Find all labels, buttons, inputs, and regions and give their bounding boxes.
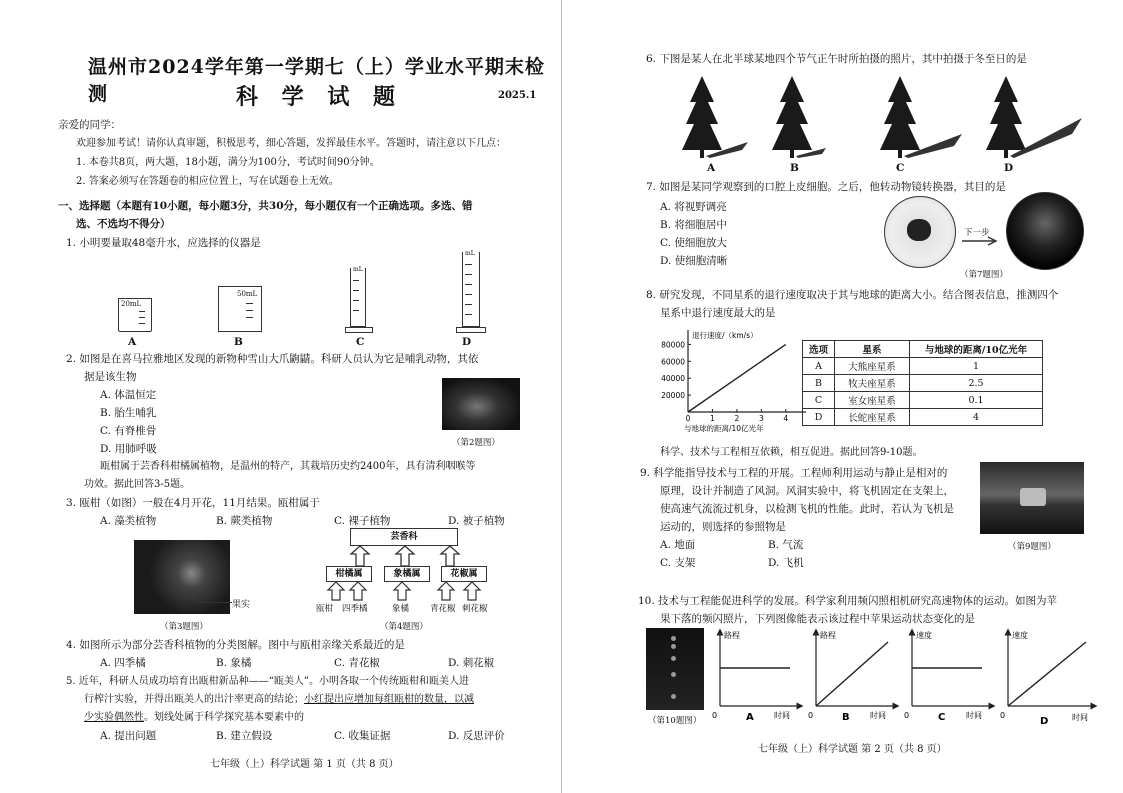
q6-option-c: C xyxy=(896,162,905,174)
question-8: 8. 研究发现，不同星系的退行速度取决于其与地球的距离大小。结合图表信息，推测四个 xyxy=(646,289,1059,301)
q5-option-a: A. 提出问题 xyxy=(100,730,157,742)
x-tick-label: 0 xyxy=(685,414,691,423)
option-d-label: D xyxy=(462,336,472,348)
question-10-cont: 果下落的频闪照片，下列图像能表示该过程中苹果运动状态变化的是 xyxy=(660,613,975,625)
species-ougan: 瓯柑 xyxy=(316,604,334,614)
q7-option-b: B. 将细胞居中 xyxy=(660,219,727,231)
question-1: 1. 小明要量取48毫升水，应选择的仪器是 xyxy=(66,237,261,249)
graph-d-ylabel: 速度 xyxy=(1012,631,1028,640)
q5-option-c: C. 收集证据 xyxy=(334,730,391,742)
q9-option-a: A. 地面 xyxy=(660,539,696,551)
graph-a xyxy=(712,630,800,723)
graph-c-letter: C xyxy=(938,712,946,723)
passage-1: 瓯柑属于芸香科柑橘属植物，是温州的特产，其栽培历史约2400年，具有清利咽喉等 xyxy=(100,461,476,472)
x-tick-label: 2 xyxy=(734,414,740,423)
y-axis-label: 退行速度/（km/s） xyxy=(692,331,758,340)
q2-option-b: B. 胎生哺乳 xyxy=(100,407,157,419)
beaker-20ml: 20mL xyxy=(118,298,152,332)
graph-c-origin: 0 xyxy=(904,711,910,720)
question-9: 9. 科学能指导技术与工程的开展。工程师利用运动与静止是相对的 xyxy=(640,467,948,479)
next-step-label: 下一步 xyxy=(964,228,990,238)
wind-tunnel-photo xyxy=(980,462,1084,534)
x-tick-label: 3 xyxy=(758,414,764,423)
q9-option-c: C. 支架 xyxy=(660,557,696,569)
q2-caption: （第2题图） xyxy=(452,438,500,448)
question-7: 7. 如图是某同学观察到的口腔上皮细胞。之后，他转动物镜转换器，其目的是 xyxy=(646,181,1006,193)
q9-option-d: D. 飞机 xyxy=(768,557,804,569)
q4-option-a: A. 四季橘 xyxy=(100,657,146,669)
q2-option-d: D. 用肺呼吸 xyxy=(100,443,157,455)
q5-underlined-text: 小红提出应增加每组瓯柑的数量，以减 xyxy=(304,694,474,705)
tree-b xyxy=(772,76,826,158)
option-b-label: B xyxy=(234,336,243,348)
graph-b-origin: 0 xyxy=(808,711,814,720)
graph-b xyxy=(808,630,896,723)
solar-term-photos xyxy=(662,72,1092,162)
table-row: B 牧夫座星系 2.5 xyxy=(803,375,1043,392)
graph-d xyxy=(1000,630,1094,727)
exam-subtitle: 科 学 试 题 xyxy=(236,84,403,110)
genus-box-xiangju: 象橘属 xyxy=(384,566,430,582)
q9-caption: （第9题图） xyxy=(1008,542,1056,552)
beaker-50ml: 50mL xyxy=(218,286,262,332)
y-tick-label: 60000 xyxy=(661,357,685,367)
fruit-pointer-line xyxy=(196,602,232,603)
graph-c xyxy=(904,630,992,723)
table-header: 与地球的距离/10亿光年 xyxy=(910,341,1043,358)
x-tick-label: 1 xyxy=(710,414,715,423)
shrew-photo xyxy=(442,378,520,430)
note-1: 1. 本卷共8页，两大题，18小题，满分为100分，考试时间90分钟。 xyxy=(76,157,380,168)
q5-underlined-text-cont: 少实验偶然性 xyxy=(84,712,144,723)
table-row: C 室女座星系 0.1 xyxy=(803,392,1043,409)
q3-option-c: C. 裸子植物 xyxy=(334,515,391,527)
q9-option-b: B. 气流 xyxy=(768,539,804,551)
question-5-line2: 行榨汁实验，并得出瓯美人的出汁率更高的结论；小红提出应增加每组瓯柑的数量，以减 xyxy=(84,694,474,705)
question-6: 6. 下图是某人在北半球某地四个节气正午时所拍摄的照片，其中拍摄于冬至日的是 xyxy=(646,53,1027,65)
q8-chart xyxy=(642,324,822,434)
table-header: 星系 xyxy=(835,341,910,358)
genus-box-zanthoxylum: 花椒属 xyxy=(441,566,487,582)
q4-option-d: D. 刺花椒 xyxy=(448,657,495,669)
q4-caption: （第4题图） xyxy=(380,622,428,632)
q10-graphs xyxy=(712,628,1112,728)
q7-option-a: A. 将视野调亮 xyxy=(660,201,727,213)
option-c-label: C xyxy=(356,336,365,348)
x-tick-label: 4 xyxy=(783,414,789,423)
option-a-label: A xyxy=(128,336,137,348)
q6-option-b: B xyxy=(790,162,799,174)
x-axis-label: 与地球的距离/10亿光年 xyxy=(684,424,764,433)
q5-option-d: D. 反思评价 xyxy=(448,730,505,742)
fruit-label: 果实 xyxy=(232,600,251,610)
q7-caption: （第7题图） xyxy=(960,270,1008,280)
graph-c-ylabel: 速度 xyxy=(916,631,932,640)
q3-option-b: B. 蕨类植物 xyxy=(216,515,273,527)
table-row: A 大熊座星系 1 xyxy=(803,358,1043,375)
graph-a-ylabel: 路程 xyxy=(724,631,740,640)
question-8-cont: 星系中退行速度最大的是 xyxy=(660,307,776,319)
tree-d xyxy=(986,76,1082,158)
q8-galaxy-table xyxy=(802,340,1043,426)
q6-option-a: A xyxy=(707,162,716,174)
note-2: 2. 答案必须写在答题卷的相应位置上，写在试题卷上无效。 xyxy=(76,176,339,187)
page-right xyxy=(562,0,1123,793)
question-4: 4. 如图所示为部分芸香科植物的分类图解。图中与瓯柑亲缘关系最近的是 xyxy=(66,639,405,651)
apple-strobe-photo xyxy=(646,628,704,710)
graph-d-letter: D xyxy=(1040,716,1049,727)
question-2-cont: 据是该生物 xyxy=(84,371,137,383)
question-10: 10. 技术与工程能促进科学的发展。科学家利用频闪照相机研究高速物体的运动。如图为苹 xyxy=(638,595,1058,607)
question-9-line2: 原理，设计并制造了风洞。风洞实验中，将飞机固定在支架上， xyxy=(660,485,954,497)
next-step-arrow xyxy=(962,236,1000,246)
graph-c-xlabel: 时间 xyxy=(966,711,982,720)
microscope-view-2 xyxy=(1006,192,1084,270)
question-2: 2. 如图是在喜马拉雅地区发现的新物种雪山大爪鼩鼱。科研人员认为它是哺乳动物，其依 xyxy=(66,353,479,365)
microscope-view-1 xyxy=(884,196,956,268)
graph-d-xlabel: 时间 xyxy=(1072,713,1088,722)
y-tick-label: 40000 xyxy=(661,374,685,384)
q2-option-a: A. 体温恒定 xyxy=(100,389,157,401)
species-cihuajiao: 刺花椒 xyxy=(462,604,488,614)
y-tick-label: 20000 xyxy=(661,391,685,401)
cylinder-small: mL xyxy=(348,268,373,333)
q10-caption: （第10题图） xyxy=(648,716,702,726)
q3-option-d: D. 被子植物 xyxy=(448,515,505,527)
series-line xyxy=(688,344,786,412)
tree-a xyxy=(682,76,748,158)
q7-option-c: C. 使细胞放大 xyxy=(660,237,727,249)
greeting: 亲爱的同学： xyxy=(58,119,121,131)
q5-option-b: B. 建立假设 xyxy=(216,730,273,742)
footer-page-1: 七年级（上）科学试题 第 1 页（共 8 页） xyxy=(210,759,399,770)
tree-arrows-top xyxy=(320,544,490,568)
table-header-row xyxy=(803,341,1043,358)
species-sijiju: 四季橘 xyxy=(342,604,368,614)
graph-a-origin: 0 xyxy=(712,711,718,720)
q6-option-d: D xyxy=(1004,162,1014,174)
question-3: 3. 瓯柑（如图）一般在4月开花，11月结果。瓯柑属于 xyxy=(66,497,320,509)
section-heading-cont: 选、不选均不得分） xyxy=(76,218,171,230)
passage-1-cont: 功效。据此回答3-5题。 xyxy=(84,479,191,490)
footer-page-2: 七年级（上）科学试题 第 2 页（共 8 页） xyxy=(758,744,947,755)
graph-a-xlabel: 时间 xyxy=(774,711,790,720)
cylinder-large: mL xyxy=(460,252,486,333)
table-row: D 长蛇座星系 4 xyxy=(803,409,1043,426)
table-header: 选项 xyxy=(803,341,835,358)
tree-c xyxy=(880,76,962,158)
section-heading: 一、选择题（本题有10小题，每小题3分，共30分，每小题仅有一个正确选项。多选、错 xyxy=(58,200,473,212)
graph-b-letter: B xyxy=(842,712,850,723)
family-box: 芸香科 xyxy=(350,528,458,546)
genus-box-citrus: 柑橘属 xyxy=(326,566,372,582)
question-9-line4: 运动的，则选择的参照物是 xyxy=(660,521,786,533)
question-5: 5. 近年，科研人员成功培育出瓯柑新品种——“瓯美人”。小明各取一个传统瓯柑和瓯美人进 xyxy=(66,676,469,687)
graph-a-letter: A xyxy=(746,712,754,723)
q2-option-c: C. 有脊椎骨 xyxy=(100,425,157,437)
question-9-line3: 使高速气流流过机身，以检测飞机的性能。此时，若认为飞机是 xyxy=(660,503,954,515)
species-xiangju: 象橘 xyxy=(392,604,410,614)
question-5-line3: 少实验偶然性。划线处属于科学探究基本要素中的 xyxy=(84,712,304,723)
exam-date: 2025.1 xyxy=(498,90,537,101)
graph-b-ylabel: 路程 xyxy=(820,631,836,640)
graph-d-origin: 0 xyxy=(1000,711,1006,720)
q4-option-c: C. 青花椒 xyxy=(334,657,380,669)
q4-option-b: B. 象橘 xyxy=(216,657,252,669)
q3-option-a: A. 藻类植物 xyxy=(100,515,157,527)
q3-caption: （第3题图） xyxy=(160,622,208,632)
exam-title: 温州市2024学年第一学期七（上）学业水平期末检测 xyxy=(88,56,545,105)
y-tick-label: 80000 xyxy=(661,340,685,350)
graph-b-xlabel: 时间 xyxy=(870,711,886,720)
passage-2: 科学、技术与工程相互依赖，相互促进。据此回答9-10题。 xyxy=(660,447,923,458)
species-qinghuajiao: 青花椒 xyxy=(430,604,456,614)
tree-arrows-bottom xyxy=(318,580,498,602)
q7-option-d: D. 使细胞清晰 xyxy=(660,255,728,267)
intro-text: 欢迎参加考试！请你认真审题，积极思考，细心答题，发挥最佳水平。答题时，请注意以下几点： xyxy=(76,138,506,149)
